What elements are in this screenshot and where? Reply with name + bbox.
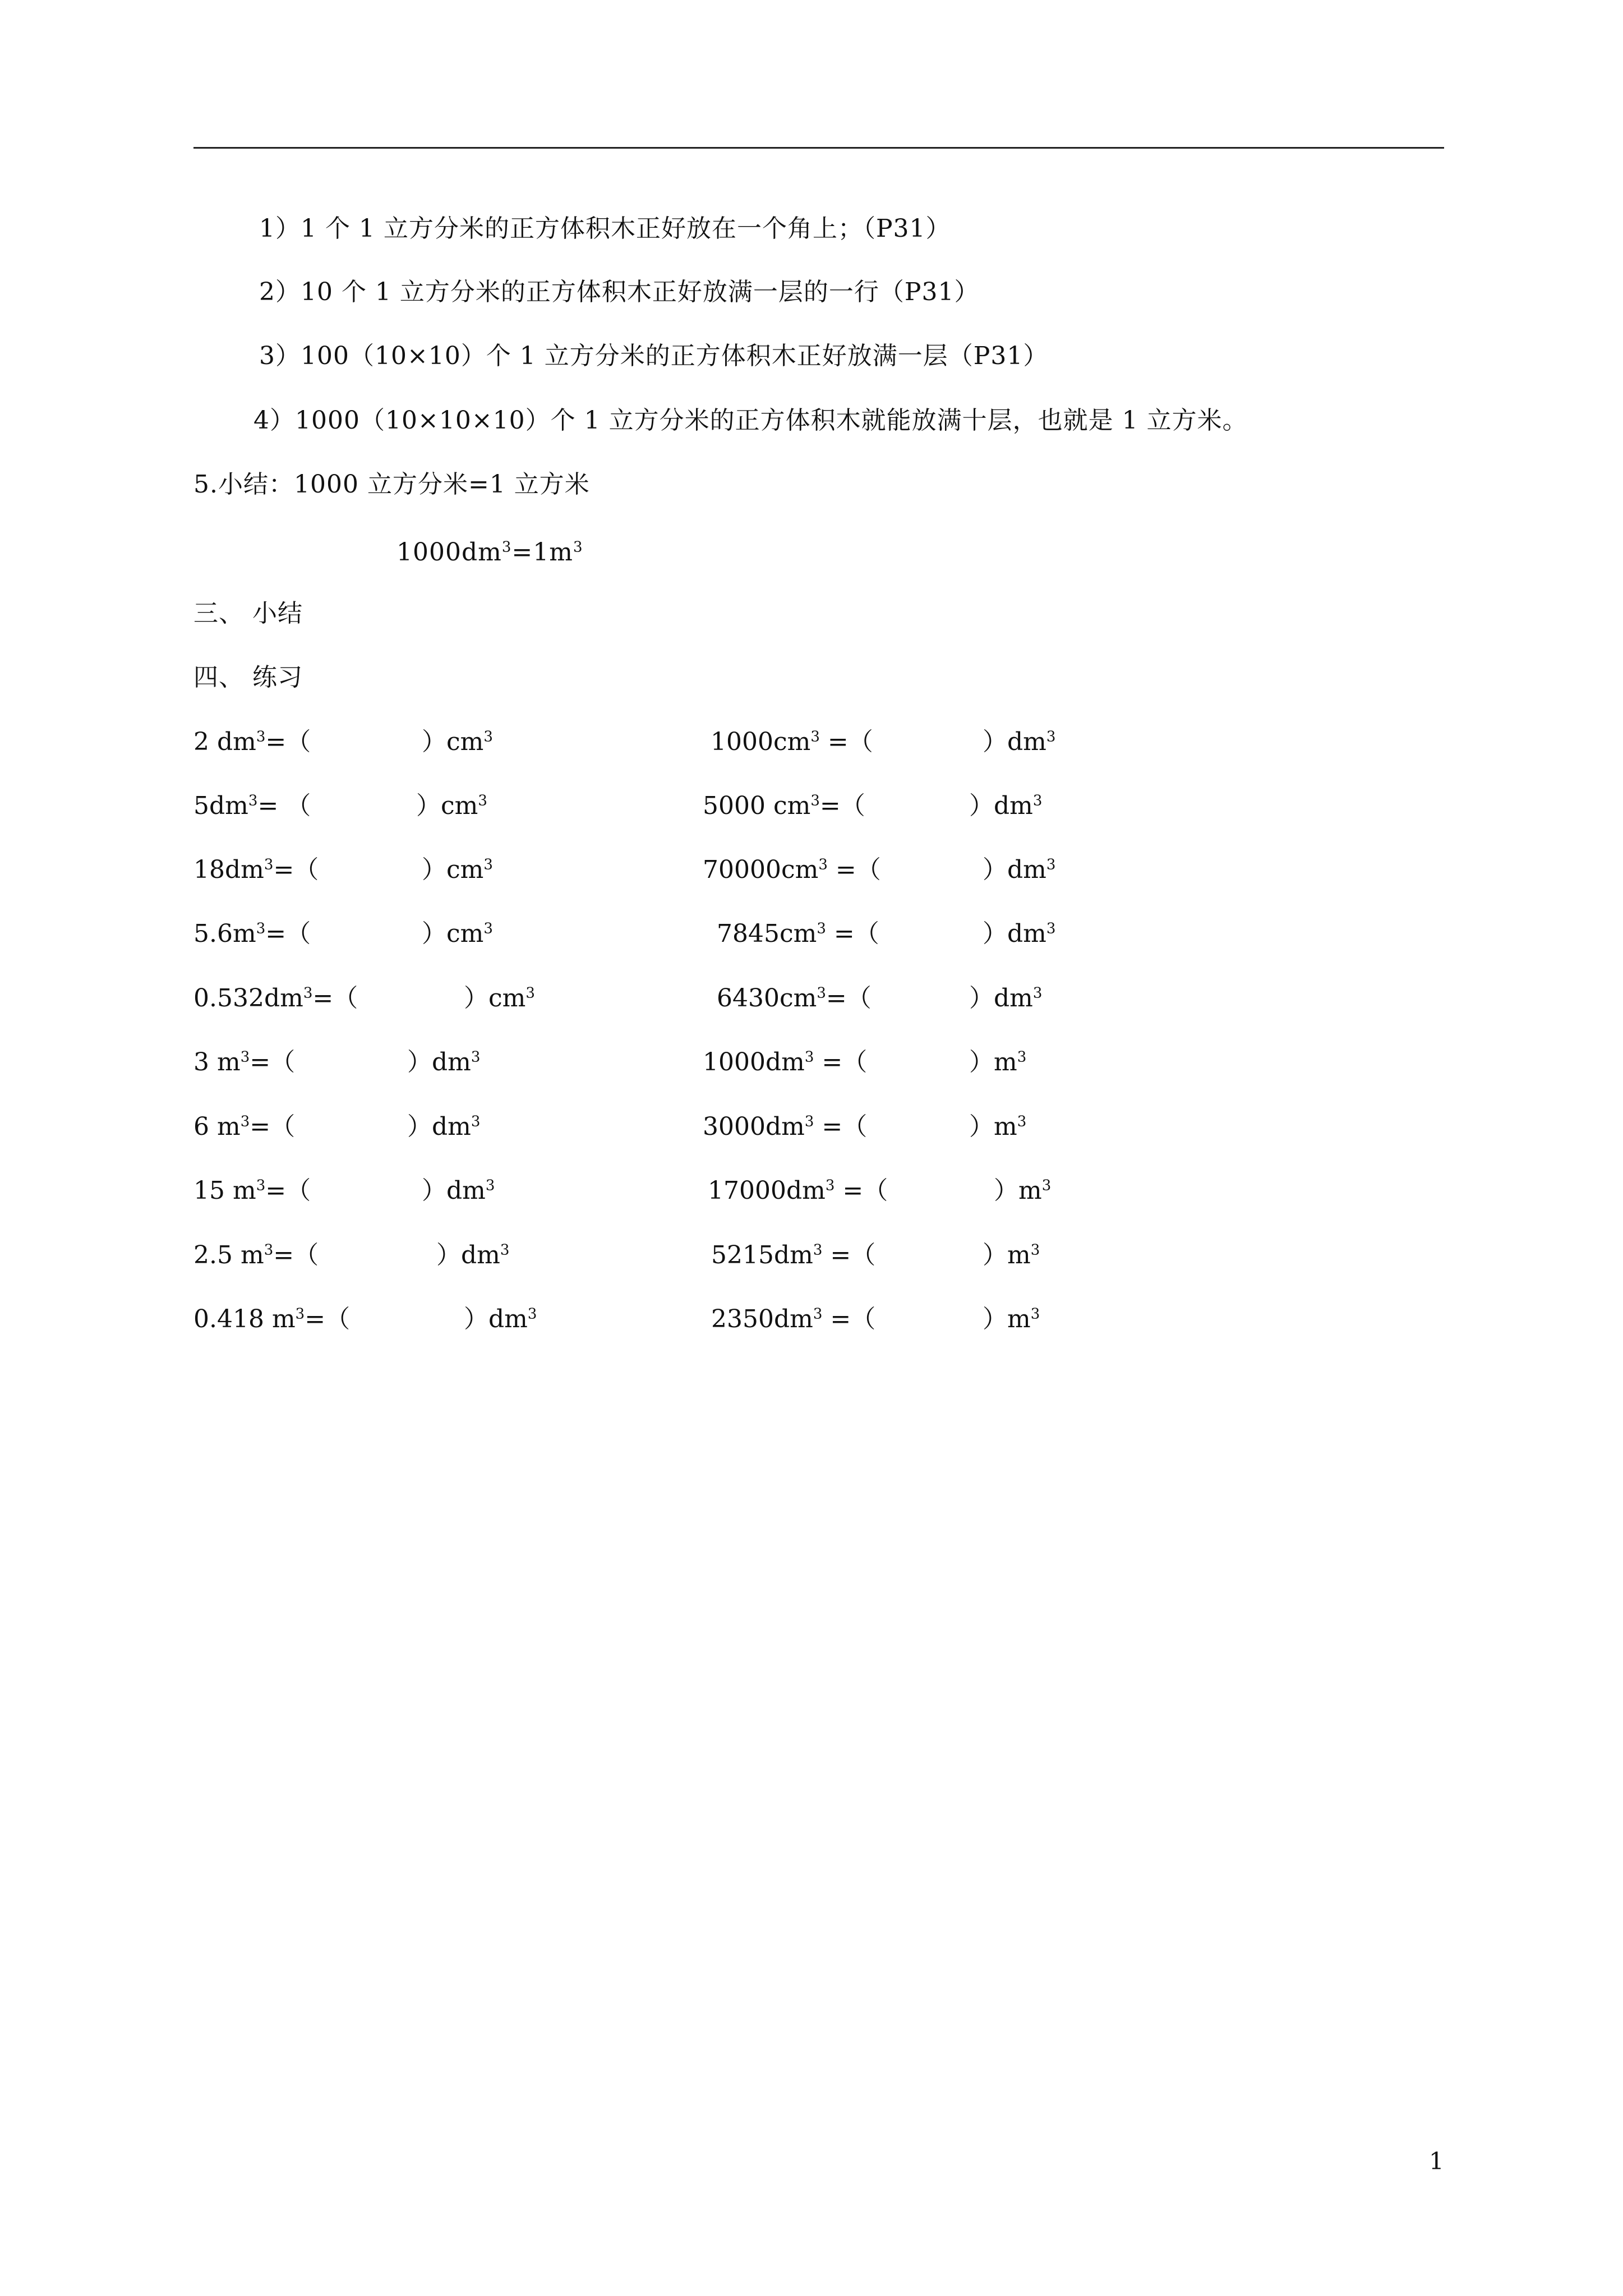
exercise-right-10-answer-tail (983, 1304, 1040, 1335)
exercise-left-3 (193, 854, 319, 886)
exercise-unit: cm (441, 792, 478, 820)
exercise-close-paren: ） (464, 984, 488, 1013)
exercise-expression: 70000cm (703, 855, 819, 884)
exercise-superscript: 3 (817, 984, 826, 1002)
exercise-expression: 5.6m (193, 919, 256, 948)
exercise-unit: dm (1007, 919, 1046, 948)
exercise-expression: 0.418 m (193, 1305, 296, 1333)
exercise-right-5 (717, 983, 872, 1014)
step-4-text: 4）1000（10×10×10）个 1 立方分米的正方体积木就能放满十层，也就是 1 立方米。 (253, 406, 1248, 435)
summary-formula (396, 537, 583, 568)
exercise-open-paren: =（ (819, 792, 865, 820)
exercise-unit: m (1018, 1176, 1042, 1205)
formula-mid: =1m (511, 538, 574, 567)
exercise-left-5-answer-tail (464, 983, 535, 1014)
exercise-unit: cm (446, 919, 484, 948)
exercise-superscript: 3 (817, 920, 826, 937)
exercise-expression: 2.5 m (193, 1241, 264, 1269)
exercise-expression: 5000 cm (703, 792, 811, 820)
exercise-expression: 1000dm (703, 1048, 805, 1076)
header-rule (193, 147, 1444, 149)
step-1-text: 1）1 个 1 立方分米的正方体积木正好放在一个角上；（P31） (259, 214, 951, 243)
exercise-unit: dm (994, 984, 1033, 1013)
exercise-open-paren: =（ (265, 1176, 311, 1205)
exercise-left-8-answer-tail (422, 1175, 495, 1207)
exercise-unit-superscript: 3 (1030, 1305, 1040, 1323)
exercise-open-paren: =（ (834, 1176, 888, 1205)
exercise-open-paren: =（ (305, 1305, 351, 1333)
exercise-right-8 (708, 1175, 888, 1207)
exercise-right-10 (711, 1304, 875, 1335)
exercise-unit: cm (446, 728, 484, 756)
exercise-superscript: 3 (256, 1177, 266, 1194)
exercise-superscript: 3 (804, 1113, 814, 1130)
exercise-close-paren: ） (422, 728, 446, 756)
exercise-unit: m (1007, 1241, 1031, 1269)
exercise-expression: 18dm (193, 855, 264, 884)
exercise-left-10 (193, 1304, 350, 1335)
summary-text: 1000 立方分米=1 立方米 (293, 470, 590, 499)
exercise-left-4 (193, 918, 311, 950)
exercise-left-9-answer-tail (436, 1240, 509, 1271)
exercise-open-paren: =（ (250, 1112, 296, 1141)
exercise-unit-superscript: 3 (525, 984, 535, 1002)
exercise-close-paren: ） (983, 855, 1007, 884)
exercise-open-paren: = （ (257, 792, 311, 820)
exercise-superscript: 3 (240, 1113, 250, 1130)
exercise-left-3-answer-tail (422, 854, 493, 886)
exercise-expression: 2 dm (193, 728, 256, 756)
exercise-unit-superscript: 3 (1032, 984, 1043, 1002)
exercise-open-paren: =（ (265, 728, 311, 756)
formula-superscript-1: 3 (501, 539, 512, 556)
exercise-superscript: 3 (810, 792, 820, 809)
exercise-superscript: 3 (813, 1241, 823, 1259)
exercise-unit-superscript: 3 (1017, 1113, 1027, 1130)
exercise-expression: 3000dm (703, 1112, 805, 1141)
exercise-right-9 (711, 1240, 875, 1271)
exercise-unit-superscript: 3 (500, 1241, 510, 1259)
exercise-close-paren: ） (983, 1241, 1007, 1269)
exercise-close-paren: ） (983, 919, 1007, 948)
exercise-open-paren: =（ (814, 1112, 868, 1141)
exercise-left-2 (193, 790, 311, 822)
exercise-expression: 7845cm (717, 919, 817, 948)
exercise-unit: dm (1007, 855, 1046, 884)
exercise-superscript: 3 (264, 856, 274, 873)
formula-left: 1000dm (396, 538, 502, 567)
exercise-left-4-answer-tail (422, 918, 493, 950)
exercise-close-paren: ） (969, 792, 994, 820)
exercise-expression: 3 m (193, 1048, 241, 1076)
exercise-open-paren: =（ (826, 919, 879, 948)
exercise-right-4 (717, 918, 879, 950)
exercise-right-2 (703, 790, 865, 822)
exercise-right-3 (703, 854, 881, 886)
exercise-open-paren: =（ (819, 728, 873, 756)
exercise-close-paren: ） (994, 1176, 1018, 1205)
exercise-left-6-answer-tail (407, 1047, 480, 1078)
exercise-expression: 6 m (193, 1112, 241, 1141)
exercise-unit-superscript: 3 (1030, 1241, 1040, 1259)
exercise-superscript: 3 (256, 920, 266, 937)
exercise-unit-superscript: 3 (1046, 728, 1056, 746)
exercise-expression: 15 m (193, 1176, 256, 1205)
exercise-expression: 2350dm (711, 1305, 813, 1333)
exercise-close-paren: ） (416, 792, 441, 820)
exercise-superscript: 3 (303, 984, 313, 1002)
exercise-superscript: 3 (248, 792, 258, 809)
exercise-close-paren: ） (422, 919, 446, 948)
exercise-unit: dm (488, 1305, 528, 1333)
summary-label: 5.小结： (193, 470, 294, 499)
exercise-left-1 (193, 726, 311, 758)
exercise-unit: dm (432, 1048, 471, 1076)
exercise-right-6 (703, 1047, 867, 1078)
exercise-left-10-answer-tail (464, 1304, 537, 1335)
exercise-unit: cm (488, 984, 526, 1013)
exercise-expression: 6430cm (717, 984, 817, 1013)
exercise-unit: dm (446, 1176, 486, 1205)
exercise-close-paren: ） (422, 855, 446, 884)
exercise-unit-superscript: 3 (1017, 1048, 1027, 1066)
exercise-superscript: 3 (256, 728, 266, 746)
exercise-expression: 5dm (193, 792, 248, 820)
exercise-open-paren: =（ (827, 855, 881, 884)
exercise-close-paren: ） (983, 1305, 1007, 1333)
exercise-expression: 0.532dm (193, 984, 303, 1013)
exercise-right-1-answer-tail (983, 726, 1055, 758)
exercise-close-paren: ） (407, 1048, 432, 1076)
exercise-left-1-answer-tail (422, 726, 493, 758)
exercise-superscript: 3 (295, 1305, 305, 1323)
exercise-left-9 (193, 1240, 319, 1271)
exercise-left-7 (193, 1111, 295, 1143)
exercise-close-paren: ） (969, 1048, 994, 1076)
exercise-superscript: 3 (804, 1048, 814, 1066)
exercise-close-paren: ） (983, 728, 1007, 756)
exercise-open-paren: =（ (826, 984, 872, 1013)
section-three-heading: 三、 小结 (193, 599, 303, 628)
exercise-right-1 (711, 726, 873, 758)
formula-superscript-2: 3 (573, 539, 583, 556)
exercise-close-paren: ） (969, 1112, 994, 1141)
exercise-unit: dm (432, 1112, 471, 1141)
exercise-left-6 (193, 1047, 295, 1078)
exercise-open-paren: =（ (312, 984, 358, 1013)
exercise-open-paren: =（ (814, 1048, 868, 1076)
exercise-close-paren: ） (407, 1112, 432, 1141)
exercise-superscript: 3 (240, 1048, 250, 1066)
exercise-superscript: 3 (818, 856, 828, 873)
exercise-left-2-answer-tail (416, 790, 487, 822)
exercise-superscript: 3 (813, 1305, 823, 1323)
exercise-left-5 (193, 983, 358, 1014)
exercise-left-7-answer-tail (407, 1111, 480, 1143)
exercise-open-paren: =（ (273, 1241, 319, 1269)
exercise-open-paren: =（ (822, 1241, 876, 1269)
exercise-expression: 1000cm (711, 728, 811, 756)
exercise-open-paren: =（ (273, 855, 319, 884)
page-number: 1 (1429, 2147, 1444, 2175)
exercise-open-paren: =（ (822, 1305, 876, 1333)
exercise-unit-superscript: 3 (1041, 1177, 1052, 1194)
exercise-unit: dm (994, 792, 1033, 820)
exercise-unit-superscript: 3 (471, 1113, 481, 1130)
exercise-right-9-answer-tail (983, 1240, 1040, 1271)
exercise-unit-superscript: 3 (483, 920, 493, 937)
exercise-unit-superscript: 3 (1046, 920, 1056, 937)
exercise-unit-superscript: 3 (478, 792, 487, 809)
exercise-unit: dm (1007, 728, 1046, 756)
exercise-right-7-answer-tail (969, 1111, 1026, 1143)
exercise-unit-superscript: 3 (1046, 856, 1056, 873)
exercise-unit: dm (461, 1241, 500, 1269)
exercise-unit: m (994, 1112, 1017, 1141)
section-four-heading: 四、 练习 (193, 663, 303, 692)
exercise-right-7 (703, 1111, 867, 1143)
exercise-unit-superscript: 3 (485, 1177, 495, 1194)
step-2-text: 2）10 个 1 立方分米的正方体积木正好放满一层的一行（P31） (259, 278, 980, 306)
exercise-left-8 (193, 1175, 311, 1207)
exercise-right-5-answer-tail (969, 983, 1042, 1014)
exercise-expression: 5215dm (711, 1241, 813, 1269)
exercise-close-paren: ） (436, 1241, 461, 1269)
exercise-open-paren: =（ (250, 1048, 296, 1076)
exercise-superscript: 3 (810, 728, 820, 746)
step-3-text: 3）100（10×10）个 1 立方分米的正方体积木正好放满一层（P31） (259, 342, 1049, 370)
exercise-unit-superscript: 3 (483, 728, 493, 746)
exercise-right-3-answer-tail (983, 854, 1055, 886)
exercise-open-paren: =（ (265, 919, 311, 948)
exercise-unit: cm (446, 855, 484, 884)
exercise-unit: m (1007, 1305, 1031, 1333)
exercise-unit-superscript: 3 (1032, 792, 1043, 809)
exercise-unit: m (994, 1048, 1017, 1076)
exercise-right-4-answer-tail (983, 918, 1055, 950)
exercise-right-8-answer-tail (994, 1175, 1051, 1207)
summary-line (193, 469, 590, 500)
exercise-right-2-answer-tail (969, 790, 1042, 822)
exercise-unit-superscript: 3 (527, 1305, 537, 1323)
exercise-unit-superscript: 3 (483, 856, 493, 873)
exercise-right-6-answer-tail (969, 1047, 1026, 1078)
exercise-close-paren: ） (464, 1305, 488, 1333)
exercise-expression: 17000dm (708, 1176, 826, 1205)
exercise-unit-superscript: 3 (471, 1048, 481, 1066)
exercise-close-paren: ） (422, 1176, 446, 1205)
exercise-superscript: 3 (825, 1177, 835, 1194)
exercise-close-paren: ） (969, 984, 994, 1013)
exercise-superscript: 3 (264, 1241, 274, 1259)
